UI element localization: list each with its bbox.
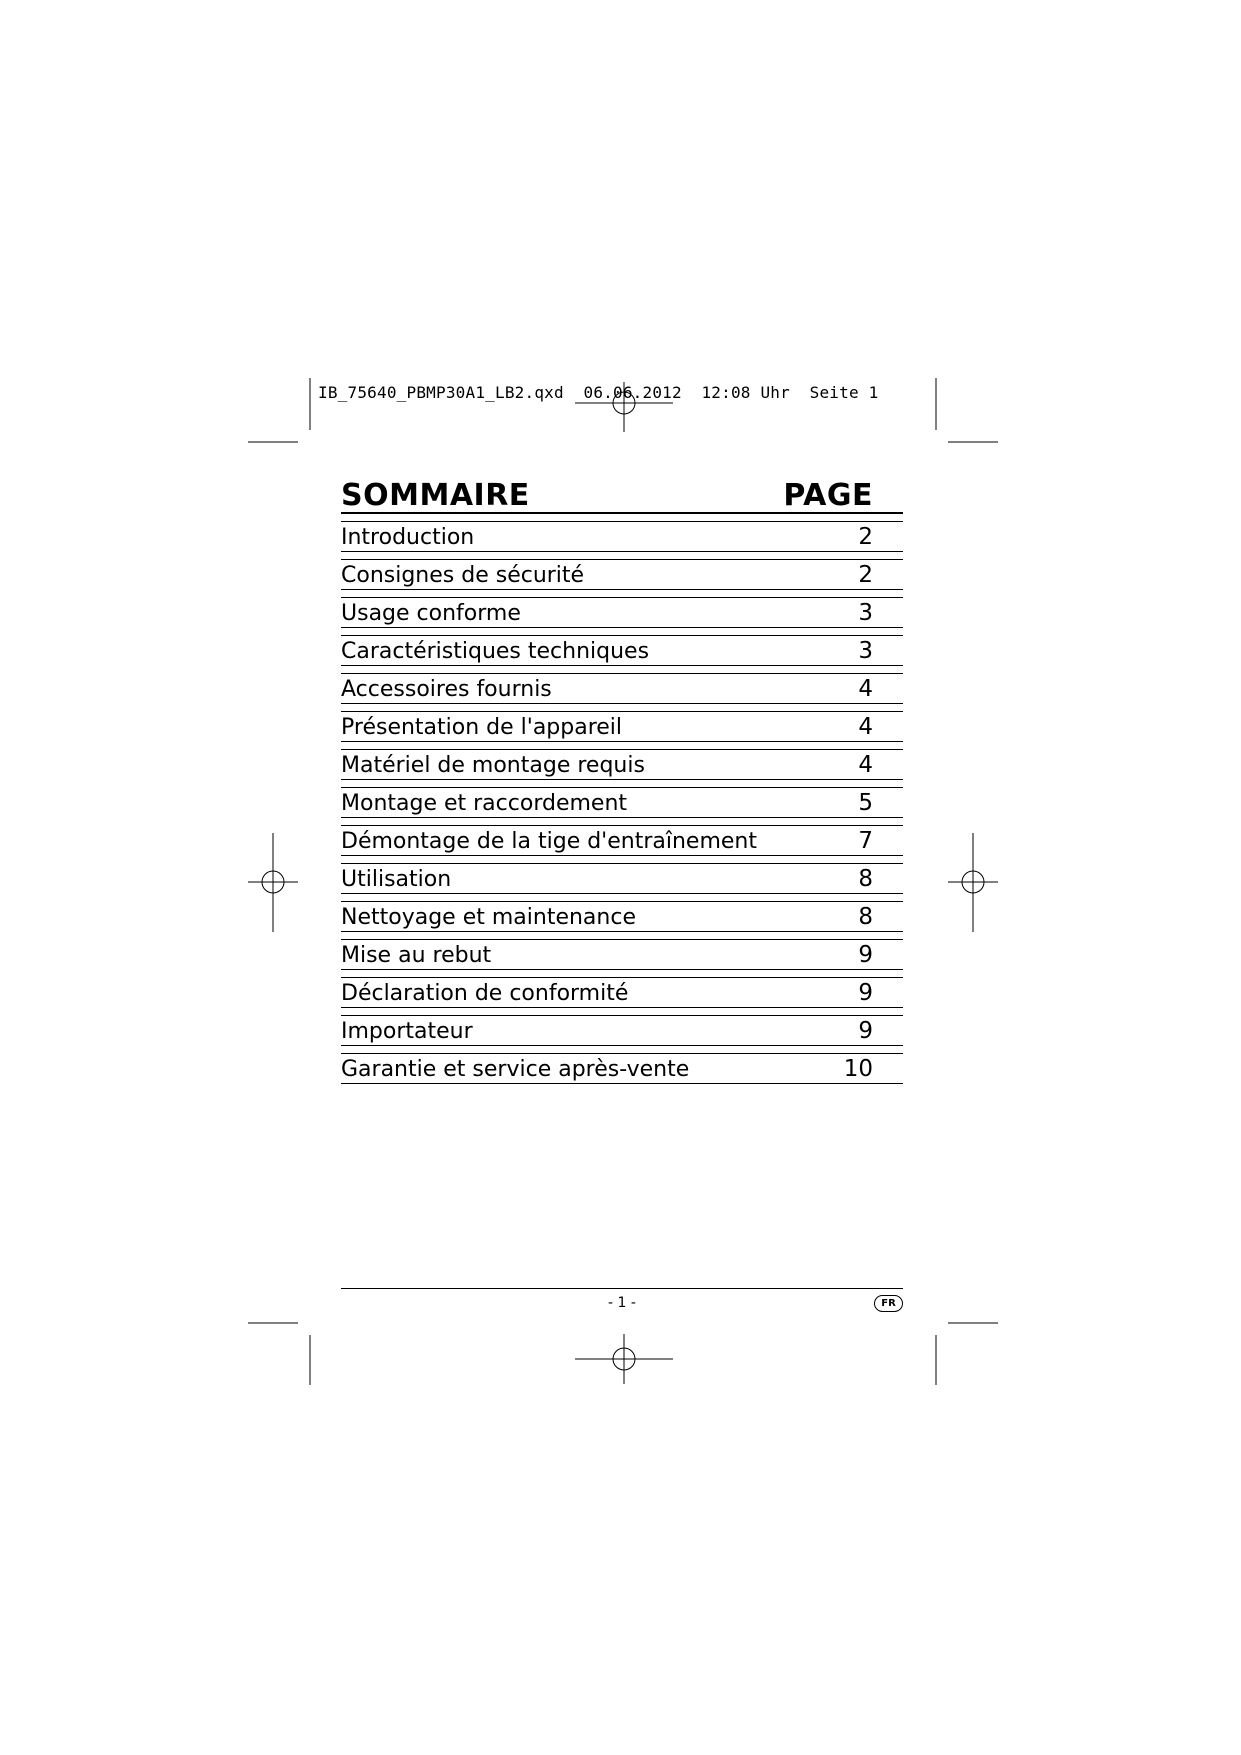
- language-badge: FR: [874, 1295, 903, 1312]
- toc-entry: [341, 939, 903, 970]
- toc-entry-title: Montage et raccordement: [341, 791, 628, 816]
- toc-entry-title: Mise au rebut: [341, 943, 492, 968]
- toc-entry-title: Usage conforme: [341, 601, 521, 626]
- toc-entry: [341, 901, 903, 932]
- toc-entry-title: Introduction: [341, 525, 475, 550]
- toc-entry-page: 4: [858, 752, 873, 778]
- page-footer: [341, 1288, 903, 1311]
- toc-entry-page: 9: [858, 980, 873, 1006]
- toc-entry-page: 3: [858, 600, 873, 626]
- toc-header: [341, 471, 903, 514]
- table-of-contents: [341, 471, 903, 1091]
- toc-entry-title: Utilisation: [341, 867, 452, 892]
- toc-entry-page: 7: [858, 828, 873, 854]
- toc-entry: [341, 673, 903, 704]
- toc-entry: [341, 1015, 903, 1046]
- toc-entry-title: Caractéristiques techniques: [341, 639, 650, 664]
- toc-entry: [341, 559, 903, 590]
- toc-entry-page: 2: [858, 562, 873, 588]
- toc-entry-title: Nettoyage et maintenance: [341, 905, 636, 930]
- toc-entry: [341, 711, 903, 742]
- toc-entry-page: 4: [858, 676, 873, 702]
- toc-entry-title: Accessoires fournis: [341, 677, 552, 702]
- toc-entry-title: Déclaration de conformité: [341, 981, 629, 1006]
- toc-page-header: PAGE: [783, 478, 873, 513]
- toc-title: SOMMAIRE: [341, 478, 530, 513]
- toc-entry-page: 10: [843, 1056, 873, 1082]
- toc-entry: [341, 635, 903, 666]
- toc-entry: [341, 787, 903, 818]
- toc-entry-title: Matériel de montage requis: [341, 753, 645, 778]
- toc-entry: [341, 749, 903, 780]
- print-slug-line: IB_75640_PBMP30A1_LB2.qxd 06.06.2012 12:08 Uhr Seite 1: [318, 383, 879, 402]
- toc-entry-page: 5: [858, 790, 873, 816]
- toc-entry: [341, 977, 903, 1008]
- toc-entry-title: Présentation de l'appareil: [341, 715, 623, 740]
- toc-entry-page: 2: [858, 524, 873, 550]
- toc-entry-page: 8: [858, 866, 873, 892]
- toc-entry-title: Importateur: [341, 1019, 473, 1044]
- toc-list: [341, 521, 903, 1084]
- toc-entry-title: Garantie et service après-vente: [341, 1057, 690, 1082]
- toc-entry: [341, 521, 903, 552]
- toc-entry-page: 9: [858, 942, 873, 968]
- toc-entry: [341, 1053, 903, 1084]
- toc-entry: [341, 863, 903, 894]
- toc-entry-page: 9: [858, 1018, 873, 1044]
- toc-entry-title: Consignes de sécurité: [341, 563, 585, 588]
- toc-entry: [341, 597, 903, 628]
- page-number: - 1 -: [608, 1295, 636, 1311]
- toc-entry-page: 3: [858, 638, 873, 664]
- toc-entry-page: 8: [858, 904, 873, 930]
- toc-entry-page: 4: [858, 714, 873, 740]
- toc-entry: [341, 825, 903, 856]
- toc-entry-title: Démontage de la tige d'entraînement: [341, 829, 757, 854]
